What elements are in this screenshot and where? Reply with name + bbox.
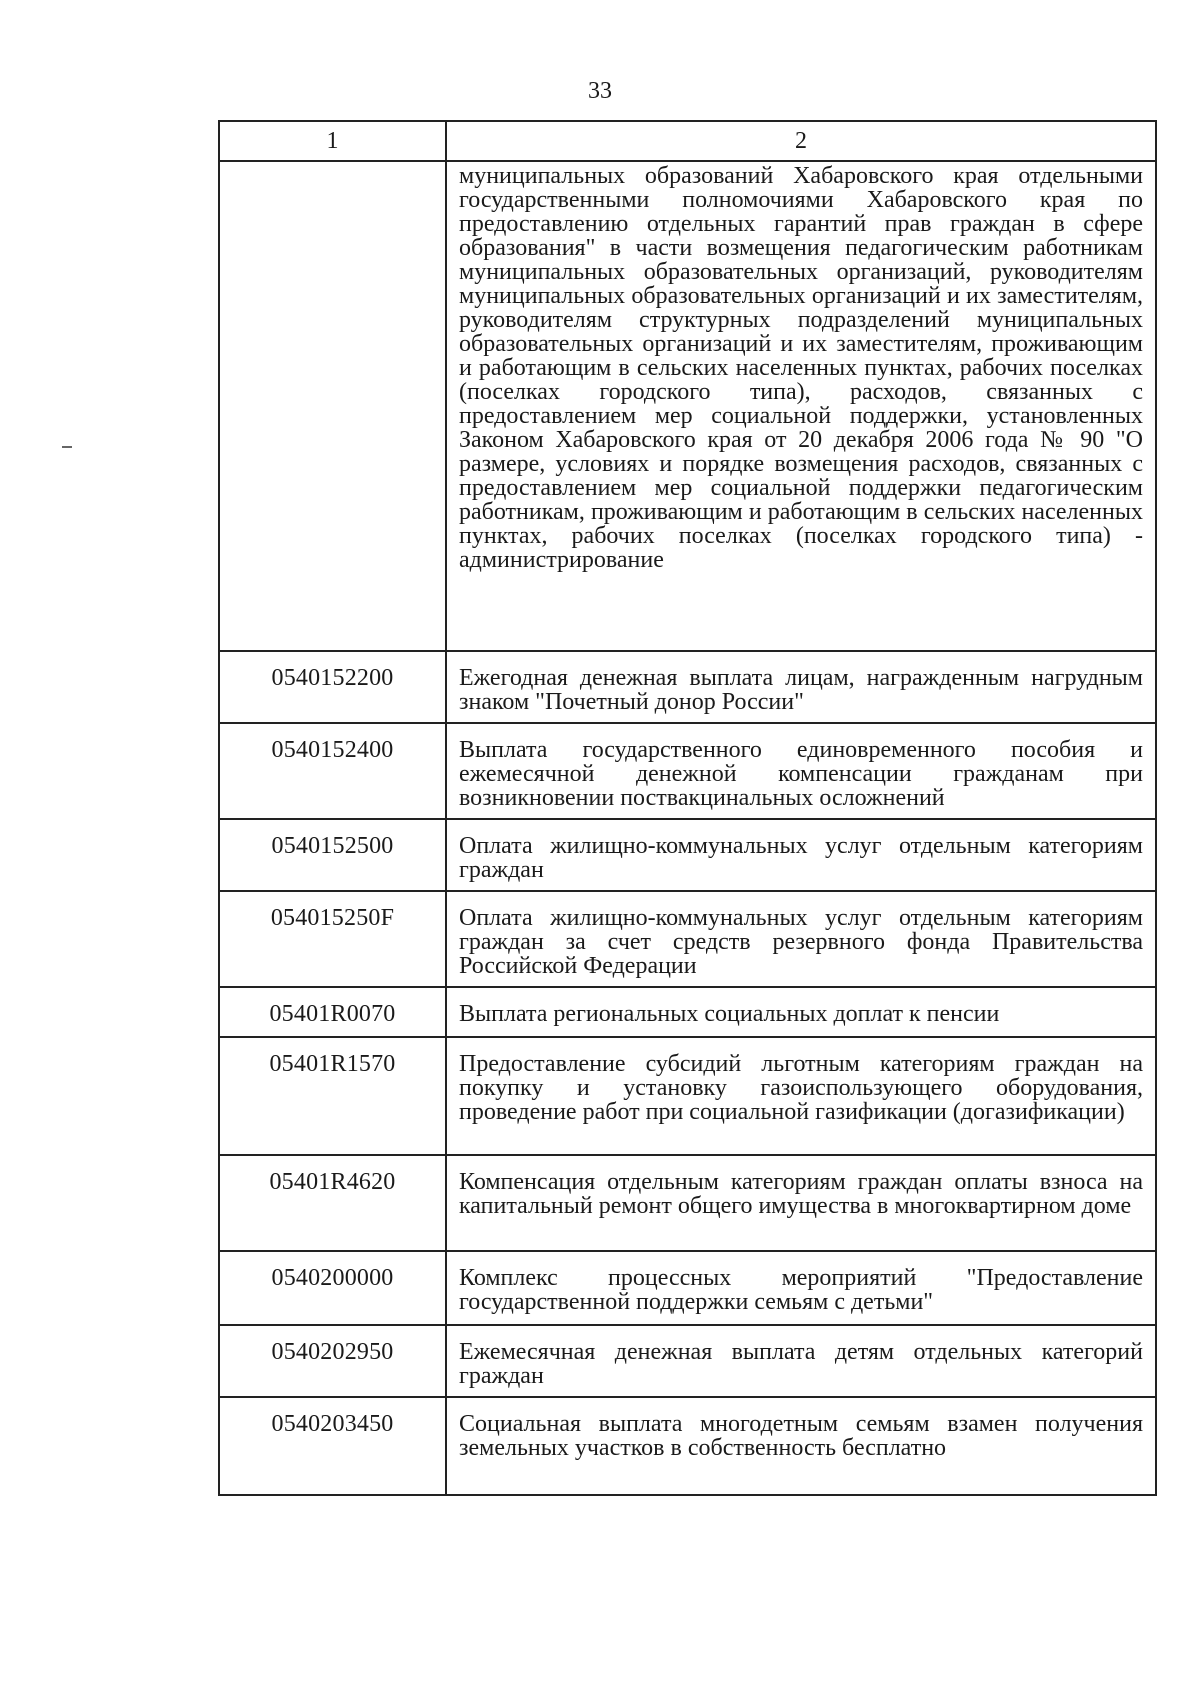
row-code — [219, 161, 446, 651]
row-code: 0540200000 — [219, 1251, 446, 1325]
row-description: Ежемесячная денежная выплата детям отдельных категорий граждан — [446, 1325, 1156, 1397]
table-row — [219, 987, 1156, 1037]
table-row — [219, 1037, 1156, 1155]
row-description: Оплата жилищно-коммунальных услуг отдельным категориям граждан — [446, 819, 1156, 891]
table-row — [219, 891, 1156, 987]
row-code: 0540203450 — [219, 1397, 446, 1495]
page-number: 33 — [588, 78, 612, 104]
table-row — [219, 1325, 1156, 1397]
table-row — [219, 161, 1156, 651]
table-header-row — [219, 121, 1156, 161]
row-description: Социальная выплата многодетным семьям взамен получения земельных участков в собственность бесплатно — [446, 1397, 1156, 1495]
table-row — [219, 1397, 1156, 1495]
column-header-description: 2 — [446, 121, 1156, 161]
row-code: 05401R1570 — [219, 1037, 446, 1155]
row-code: 0540152200 — [219, 651, 446, 723]
row-code: 054015250F — [219, 891, 446, 987]
row-code: 0540152500 — [219, 819, 446, 891]
row-code: 0540202950 — [219, 1325, 446, 1397]
row-code: 0540152400 — [219, 723, 446, 819]
row-description: Выплата государственного единовременного пособия и ежемесячной денежной компенсации гражданам при возникновении поствакцинальных осложнений — [446, 723, 1156, 819]
table-row — [219, 651, 1156, 723]
row-description: Комплекс процессных мероприятий "Предоставление государственной поддержки семьям с детьми" — [446, 1251, 1156, 1325]
row-description: Предоставление субсидий льготным категориям граждан на покупку и установку газоиспользующего оборудования, проведение работ при социальной газификации (догазификации) — [446, 1037, 1156, 1155]
table-row — [219, 819, 1156, 891]
row-description: Оплата жилищно-коммунальных услуг отдельным категориям граждан за счет средств резервного фонда Правительства Российской Федерации — [446, 891, 1156, 987]
table-row — [219, 1155, 1156, 1251]
scan-mark — [62, 446, 72, 448]
table-row — [219, 1251, 1156, 1325]
column-header-code: 1 — [219, 121, 446, 161]
row-description: Выплата региональных социальных доплат к пенсии — [446, 987, 1156, 1037]
table-row — [219, 723, 1156, 819]
row-description: Ежегодная денежная выплата лицам, награжденным нагрудным знаком "Почетный донор России" — [446, 651, 1156, 723]
row-code: 05401R4620 — [219, 1155, 446, 1251]
row-description: Компенсация отдельным категориям граждан оплаты взноса на капитальный ремонт общего имущества в многоквартирном доме — [446, 1155, 1156, 1251]
row-description: муниципальных образований Хабаровского края отдельными государственными полномочиями Хабаровского края по предоставлению отдельных гарантий прав граждан в сфере образования" в части возмещения педагогическим работникам муниципальных образовательных организаций, руководителям муниципальных образовательных организаций и их заместителям, руководителям структурных подразделений муниципальных образовательных организаций и их заместителям, проживающим и работающим в сельских населенных пунктах, рабочих поселках (поселках городского типа), расходов, связанных с предоставлением мер социальной поддержки, установленных Законом Хабаровского края от 20 декабря 2006 года № 90 "О размере, условиях и порядке возмещения расходов, связанных с предоставлением мер социальной поддержки педагогическим работникам, проживающим и работающим в сельских населенных пунктах, рабочих поселках (поселках городского типа) - администрирование — [446, 161, 1156, 651]
budget-classification-table — [218, 120, 1157, 1496]
row-code: 05401R0070 — [219, 987, 446, 1037]
